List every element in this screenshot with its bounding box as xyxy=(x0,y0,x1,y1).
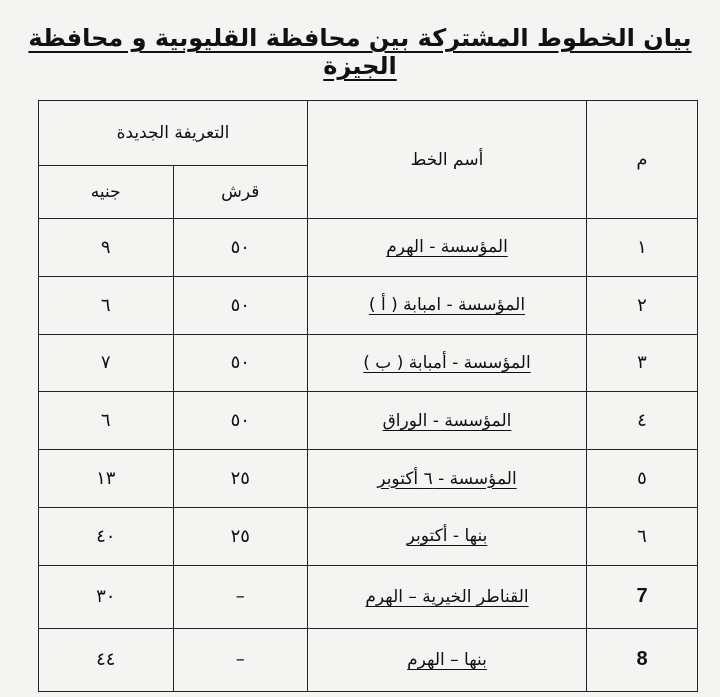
header-m: م xyxy=(587,101,698,219)
table-row xyxy=(39,628,698,691)
table-row xyxy=(39,507,698,565)
piaster-value: ٥٠ xyxy=(173,392,308,450)
row-number: ٣ xyxy=(587,334,698,392)
header-pound: جنيه xyxy=(39,166,174,219)
pound-value: ٩ xyxy=(39,219,174,277)
piaster-value: ٢٥ xyxy=(173,450,308,508)
row-number: ٢ xyxy=(587,276,698,334)
table-row xyxy=(39,276,698,334)
row-number: ١ xyxy=(587,219,698,277)
row-number: 8 xyxy=(587,628,698,691)
piaster-value: – xyxy=(173,565,308,628)
table-row xyxy=(39,219,698,277)
table-row xyxy=(39,334,698,392)
row-number: ٦ xyxy=(587,507,698,565)
line-name: بنها – الهرم xyxy=(308,628,587,691)
header-line-name: أسم الخط xyxy=(308,101,587,219)
pound-value: ٦ xyxy=(39,276,174,334)
line-name: المؤسسة - أمبابة ( ب ) xyxy=(308,334,587,392)
piaster-value: ٥٠ xyxy=(173,219,308,277)
pound-value: ٤٠ xyxy=(39,507,174,565)
document-title: بيان الخطوط المشتركة بين محافظة القليوبية و محافظة الجيزة xyxy=(28,24,692,80)
line-name: المؤسسة - ٦ أكتوبر xyxy=(308,450,587,508)
row-number: ٥ xyxy=(587,450,698,508)
pound-value: ٤٤ xyxy=(39,628,174,691)
line-name: القناطر الخيرية – الهرم xyxy=(308,565,587,628)
table-row xyxy=(39,565,698,628)
pound-value: ٦ xyxy=(39,392,174,450)
header-piaster: قرش xyxy=(173,166,308,219)
line-name: بنها - أكتوبر xyxy=(308,507,587,565)
pound-value: ١٣ xyxy=(39,450,174,508)
piaster-value: – xyxy=(173,628,308,691)
piaster-value: ٥٠ xyxy=(173,334,308,392)
header-row xyxy=(39,101,698,166)
pound-value: ٣٠ xyxy=(39,565,174,628)
line-name: المؤسسة - الهرم xyxy=(308,219,587,277)
piaster-value: ٥٠ xyxy=(173,276,308,334)
pound-value: ٧ xyxy=(39,334,174,392)
piaster-value: ٢٥ xyxy=(173,507,308,565)
row-number: ٤ xyxy=(587,392,698,450)
header-new-tariff: التعريفة الجديدة xyxy=(39,101,308,166)
table-row xyxy=(39,450,698,508)
line-name: المؤسسة - امبابة ( أ ) xyxy=(308,276,587,334)
line-name: المؤسسة - الوراق xyxy=(308,392,587,450)
table-row xyxy=(39,392,698,450)
row-number: 7 xyxy=(587,565,698,628)
lines-table xyxy=(38,100,698,692)
